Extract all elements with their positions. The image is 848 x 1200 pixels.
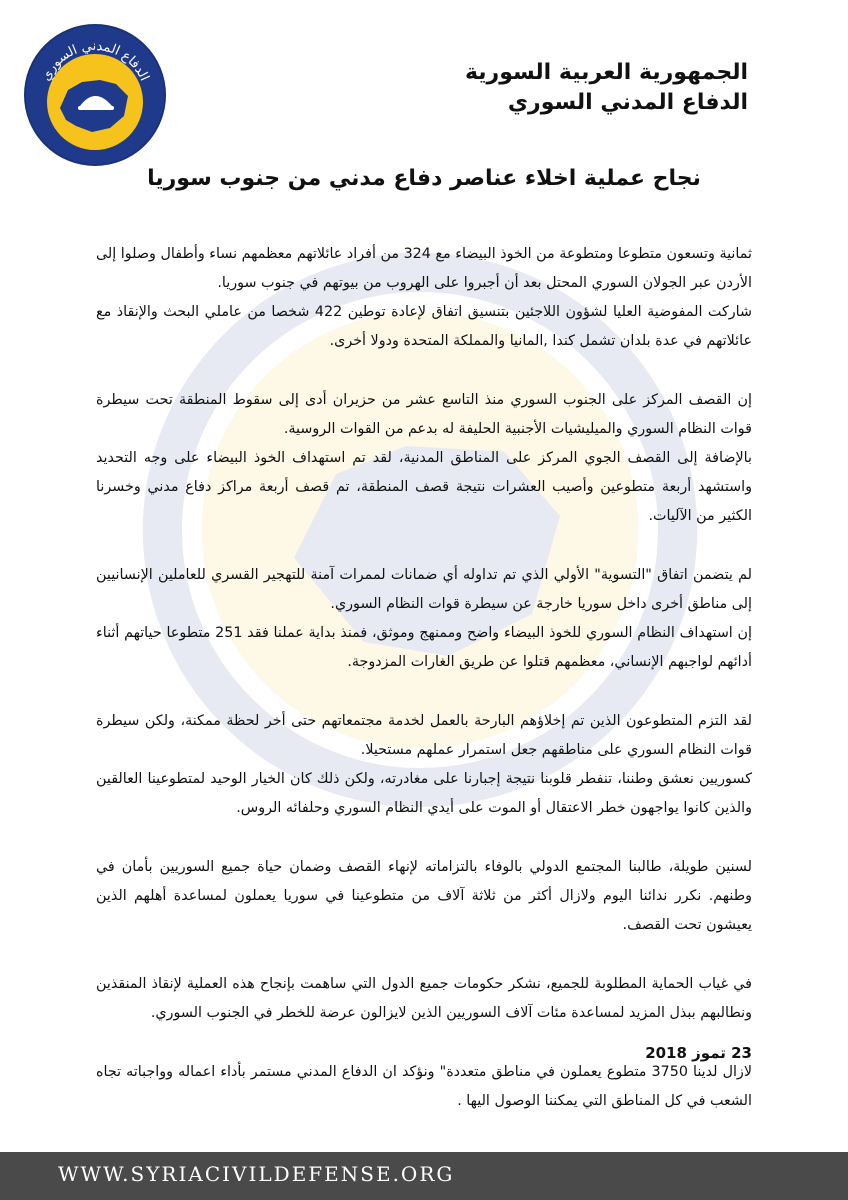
paragraph-4 (96, 707, 752, 823)
syria-civil-defense-logo (20, 20, 170, 170)
footer-website-link[interactable]: WWW.SYRIACIVILDEFENSE.ORG (58, 1162, 455, 1186)
paragraph-line: لقد التزم المتطوعون الذين تم إخلاؤهم البارحة بالعمل لخدمة مجتمعاتهم حتى أخر لحظة ممكنة، ولكن سيطرة قوات النظام السوري على مناطقهم جعل استمرار عملهم مستحيلا. (96, 713, 752, 758)
paragraph-line: ثمانية وتسعون متطوعا ومتطوعة من الخوذ البيضاء مع 324 من أفراد عائلاتهم معظمهم نساء وأطفال وصلوا إلى الأردن عبر الجولان السوري المحتل بعد أن أجبروا على الهروب من بيوتهم في جنوب سوريا. (96, 246, 752, 291)
paragraph-line: لم يتضمن اتفاق "التسوية" الأولي الذي تم تداوله أي ضمانات لممرات آمنة للتهجير القسري للعاملين الإنسانيين إلى مناطق أخرى داخل سوريا خارجة عن سيطرة قوات النظام السوري. (96, 567, 752, 612)
paragraph-line: إن استهداف النظام السوري للخوذ البيضاء واضح وممنهج وموثق، فمنذ بداية عملنا فقد 251 متطوعا حياتهم أثناء أدائهم لواجبهم الإنساني، معظمهم قتلوا عن طريق الغارات المزدوجة. (96, 625, 752, 670)
paragraph-line: لازال لدينا 3750 متطوع يعملون في مناطق متعددة" ونؤكد ان الدفاع المدني مستمر بأداء اعماله وواجباته تجاه الشعب في كل المناطق التي يمكننا الوصول اليها . (96, 1064, 752, 1109)
header (465, 58, 748, 118)
document-body (96, 240, 752, 1146)
paragraph-line: لسنين طويلة، طالبنا المجتمع الدولي بالوفاء بالتزاماته لإنهاء القصف وضمان حياة جميع السوريين بأمان في وطنهم. نكرر ندائنا اليوم ولازال أكثر من ثلاثة آلاف من متطوعينا في سوريا يعملون لمساعدة أهلهم الذين يعيشون تحت القصف. (96, 859, 752, 933)
paragraph-2 (96, 386, 752, 531)
document-title: نجاح عملية اخلاء عناصر دفاع مدني من جنوب سوريا (147, 166, 701, 191)
paragraph-line: إن القصف المركز على الجنوب السوري منذ التاسع عشر من حزيران أدى إلى سقوط المنطقة تحت سيطرة قوات النظام السوري والميليشيات الأجنبية الحليفة له بدعم من القوات الروسية. (96, 392, 752, 437)
paragraph-line: شاركت المفوضية العليا لشؤون اللاجئين بتنسيق اتفاق لإعادة توطين 422 شخصا من عاملي البحث والإنقاذ مع عائلاتهم في عدة بلدان تشمل كندا ,المانيا والمملكة المتحدة ودولا أخرى. (96, 304, 753, 349)
header-organization: الدفاع المدني السوري (507, 90, 748, 115)
paragraph-7 (96, 1058, 752, 1116)
paragraph-6 (96, 970, 752, 1028)
paragraph-line: في غياب الحماية المطلوبة للجميع، نشكر حكومات جميع الدول التي ساهمت بإنجاح هذه العملية لإنقاذ المنقذين ونطالبهم ببذل المزيد لمساعدة مئات آلاف السوريين الذين لايزالون عرضة للخطر في الجنوب السوري. (96, 976, 752, 1021)
paragraph-3 (96, 561, 752, 677)
logo-arc-text: الدفاع المدني السوري (38, 38, 152, 84)
header-country: الجمهورية العربية السورية (464, 60, 748, 85)
footer-bar (0, 1152, 848, 1200)
paragraph-line: بالإضافة إلى القصف الجوي المركز على المناطق المدنية، لقد تم استهداف الخوذ البيضاء على وجه التحديد واستشهد أربعة متطوعين وأصيب العشرات نتيجة قصف المنطقة، تم قصف أربعة مراكز دفاع مدني وخسرنا الكثير من الآليات. (96, 450, 752, 524)
paragraph-5 (96, 853, 752, 940)
paragraph-1 (96, 240, 752, 356)
document-date: 23 تموز 2018 (645, 1044, 752, 1062)
paragraph-line: كسوريين نعشق وطننا، تنفطر قلوبنا نتيجة إجبارنا على مغادرته، ولكن ذلك كان الخيار الوحيد لمتطوعينا العالقين والذين كانوا يواجهون خطر الاعتقال أو الموت على أيدي النظام السوري وحلفائه الروس. (96, 771, 752, 816)
